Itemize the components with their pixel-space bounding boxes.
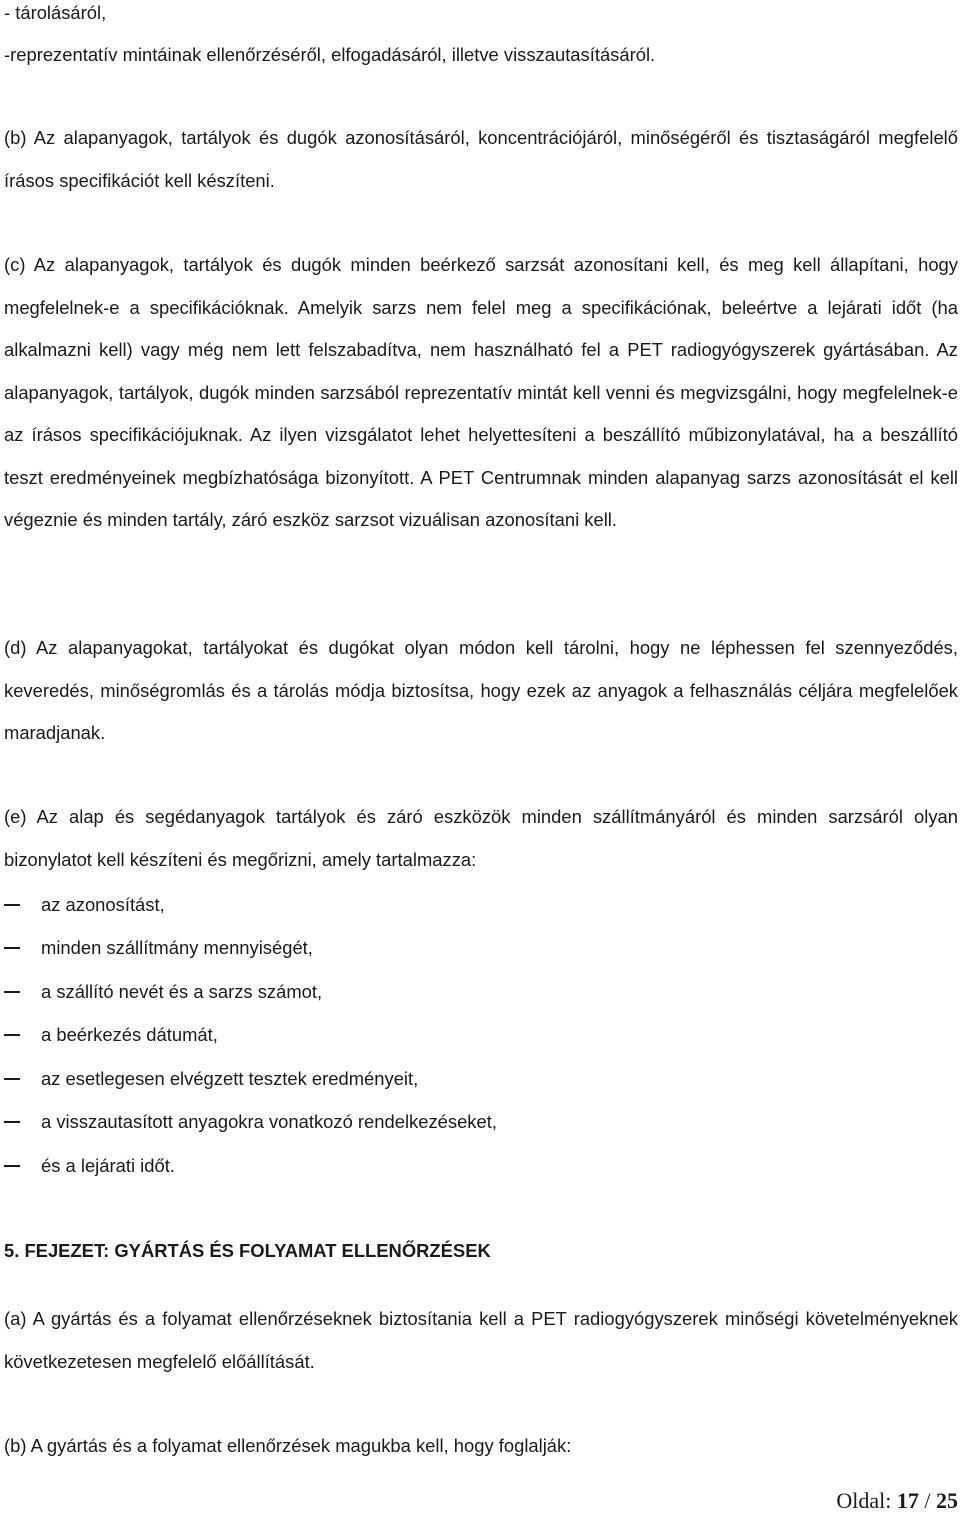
paragraph-e: (e) Az alap és segédanyagok tartályok és záró eszközök minden szállítmányáról és minden sarzsáról olyan bizonylatot kell készíteni és megőrizni, amely tartalmazza: — [4, 806, 958, 870]
chapter-paragraph-b: (b) A gyártás és a folyamat ellenőrzések magukba kell, hogy foglalják: — [4, 1435, 572, 1456]
sample-line: -reprezentatív mintáinak ellenőrzéséről, elfogadásáról, illetve visszautasításáról. — [4, 44, 656, 65]
dash-bullet-icon — [4, 1121, 20, 1123]
dash-bullet-icon — [4, 904, 20, 906]
page-label: Oldal: — [836, 1488, 892, 1513]
paragraph-b: (b) Az alapanyagok, tartályok és dugók azonosításáról, koncentrációjáról, minőségéről és tisztaságáról megfelelő írásos specifikációt kell készíteni. — [4, 127, 958, 191]
dash-bullet-icon — [4, 1078, 20, 1080]
list-item-text: és a lejárati időt. — [41, 1155, 175, 1176]
list-item-text: az azonosítást, — [41, 894, 165, 915]
dash-bullet-icon — [4, 1034, 20, 1036]
paragraph-c: (c) Az alapanyagok, tartályok és dugók minden beérkező sarzsát azonosítani kell, és meg kell állapítani, hogy megfelelnek-e a specifikációknak. Amelyik sarzs nem felel meg a specifikációnak, beleértve a lejárati időt (ha alkalmazni kell) vagy még nem lett felszabadítva, nem használható fel a PET radiogyógyszerek gyártásában. Az alapanyagok, tartályok, dugók minden sarzsából reprezentatív mintát kell venni és megvizsgálni, hogy megfelelnek-e az írásos specifikációjuknak. Az ilyen vizsgálatot lehet helyettesíteni a beszállító műbizonylatával, ha a beszállító teszt eredményeinek megbízhatósága bizonyított. A PET Centrumnak minden alapanyag sarzs azonosítását el kell végeznie és minden tartály, záró eszköz sarzsot vizuálisan azonosítani kell. — [4, 254, 958, 530]
chapter-paragraph-a: (a) A gyártás és a folyamat ellenőrzéseknek biztosítania kell a PET radiogyógyszerek minőségi követelményeknek következetesen megfelelő előállítását. — [4, 1308, 958, 1372]
paragraph-d: (d) Az alapanyagokat, tartályokat és dugókat olyan módon kell tárolni, hogy ne léphessen fel szennyeződés, keveredés, minőségromlás és a tárolás módja biztosítsa, hogy ezek az anyagok a felhasználás céljára megfelelőek maradjanak. — [4, 637, 958, 743]
storage-line: - tárolásáról, — [4, 2, 107, 23]
page-separator: / — [924, 1488, 931, 1513]
chapter-heading: 5. FEJEZET: GYÁRTÁS ÉS FOLYAMAT ELLENŐRZÉSEK — [4, 1240, 491, 1261]
current-page-number: 17 — [896, 1488, 919, 1513]
total-page-number: 25 — [936, 1488, 958, 1513]
list-item-text: az esetlegesen elvégzett tesztek eredményeit, — [41, 1068, 419, 1089]
list-item-text: a beérkezés dátumát, — [41, 1024, 218, 1045]
list-item-text: a szállító nevét és a sarzs számot, — [41, 981, 323, 1002]
dash-bullet-icon — [4, 991, 20, 993]
list-item-text: minden szállítmány mennyiségét, — [41, 937, 313, 958]
list-item-text: a visszautasított anyagokra vonatkozó rendelkezéseket, — [41, 1111, 497, 1132]
page-number-footer — [836, 1488, 958, 1514]
dash-bullet-icon — [4, 947, 20, 949]
dash-bullet-icon — [4, 1165, 20, 1167]
